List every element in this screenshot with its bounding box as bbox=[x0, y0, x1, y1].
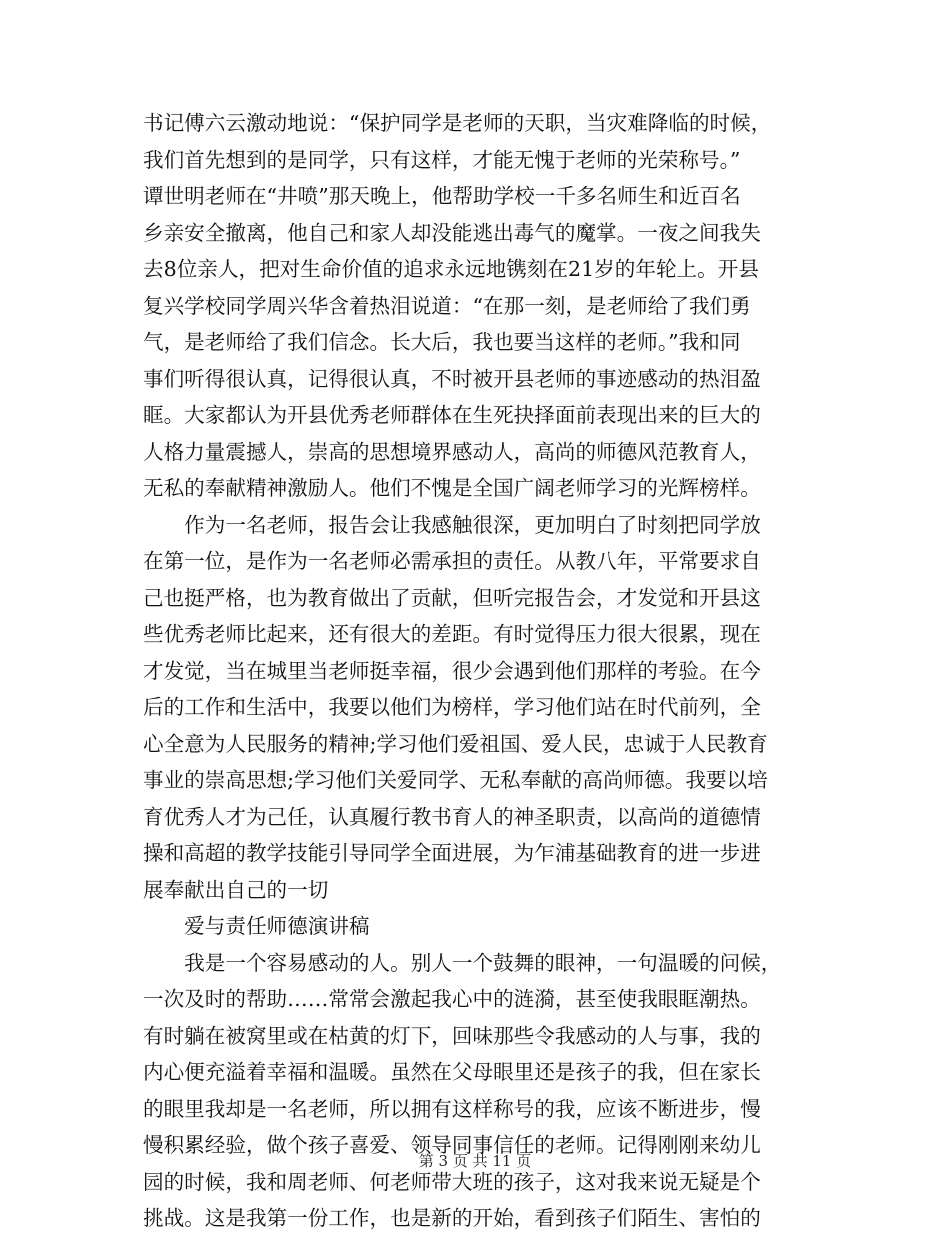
text-line: 展奉献出自己的一切 bbox=[143, 877, 329, 902]
text-line: 己也挺严格，也为教育做出了贡献，但听完报告会，才发觉和开县这 bbox=[143, 585, 761, 610]
text-line: 眶。大家都认为开县优秀老师群体在生死抉择面前表现出来的巨大的 bbox=[143, 403, 761, 427]
page-footer: 第 3 页 共 11 页 bbox=[418, 1152, 532, 1170]
text-line: 书记傅六云激动地说：“保护同学是老师的天职，当灾难降临的时候， bbox=[143, 111, 772, 135]
text-line: 后的工作和生活中，我要以他们为榜样，学习他们站在时代前列，全 bbox=[143, 695, 761, 719]
text-line: 乡亲安全撤离，他自己和家人却没能逃出毒气的魔掌。一夜之间我失 bbox=[143, 220, 761, 245]
text-line: 人格力量震撼人，崇高的思想境界感动人，高尚的师德风范教育人， bbox=[143, 439, 761, 464]
text-line: 爱与责任师德演讲稿 bbox=[143, 914, 370, 938]
text-line: 我是一个容易感动的人。别人一个鼓舞的眼神，一句温暖的问候， bbox=[143, 950, 782, 975]
text-line: 育优秀人才为己任，认真履行教书育人的神圣职责，以高尚的道德情 bbox=[143, 804, 761, 829]
text-line: 慢积累经验，做个孩子喜爱、领导同事信任的老师。记得刚刚来幼儿 bbox=[143, 1133, 761, 1157]
text-line: 复兴学校同学周兴华含着热泪说道：“在那一刻，是老师给了我们勇 bbox=[143, 293, 751, 318]
text-line: 才发觉，当在城里当老师挺幸福，很少会遇到他们那样的考验。在今 bbox=[143, 658, 761, 683]
text-line: 内心便充溢着幸福和温暖。虽然在父母眼里还是孩子的我，但在家长 bbox=[143, 1060, 761, 1084]
text-line: 的眼里我却是一名老师，所以拥有这样称号的我，应该不断进步，慢 bbox=[143, 1096, 761, 1121]
text-line: 在第一位，是作为一名老师必需承担的责任。从教八年，平常要求自 bbox=[143, 549, 761, 573]
text-line: 些优秀老师比起来，还有很大的差距。有时觉得压力很大很累，现在 bbox=[143, 622, 761, 646]
body-text bbox=[143, 105, 808, 1237]
text-line: 园的时候，我和周老师、何老师带大班的孩子，这对我来说无疑是个 bbox=[143, 1169, 761, 1194]
text-line: 作为一名老师，报告会让我感触很深，更加明白了时刻把同学放 bbox=[143, 512, 761, 537]
text-line: 心全意为人民服务的精神;学习他们爱祖国、爱人民，忠诚于人民教育 bbox=[143, 731, 768, 756]
text-line: 事业的崇高思想;学习他们关爱同学、无私奉献的高尚师德。我要以培 bbox=[143, 768, 768, 792]
text-line: 气，是老师给了我们信念。长大后，我也要当这样的老师。”我和同 bbox=[143, 330, 741, 354]
text-line: 我们首先想到的是同学，只有这样，才能无愧于老师的光荣称号。” bbox=[143, 147, 741, 172]
text-line: 操和高超的教学技能引导同学全面进展，为乍浦基础教育的进一步进 bbox=[143, 841, 761, 865]
text-line: 无私的奉献精神激励人。他们不愧是全国广阔老师学习的光辉榜样。 bbox=[143, 476, 761, 500]
text-line: 事们听得很认真，记得很认真，不时被开县老师的事迹感动的热泪盈 bbox=[143, 366, 761, 391]
text-line: 一次及时的帮助……常常会激起我心中的涟漪，甚至使我眼眶潮热。 bbox=[143, 987, 761, 1011]
text-line: 谭世明老师在“井喷”那天晚上，他帮助学校一千多名师生和近百名 bbox=[143, 184, 741, 208]
text-line: 去8位亲人，把对生命价值的追求永远地镌刻在21岁的年轮上。开县 bbox=[143, 257, 759, 281]
text-line: 挑战。这是我第一份工作，也是新的开始，看到孩子们陌生、害怕的 bbox=[143, 1206, 761, 1230]
text-line: 有时躺在被窝里或在枯黄的灯下，回味那些令我感动的人与事，我的 bbox=[143, 1023, 761, 1048]
